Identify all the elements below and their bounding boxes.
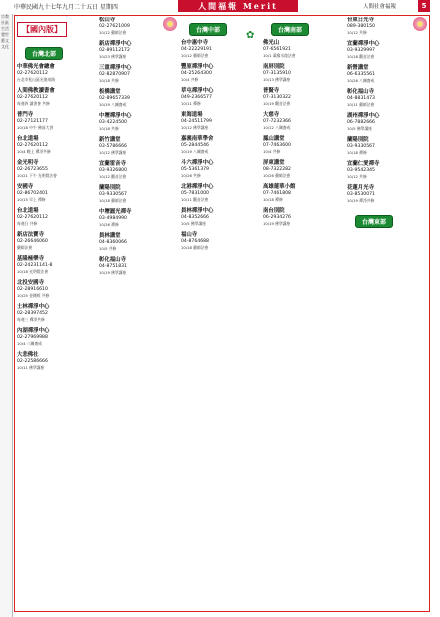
temple-name: 湖州禪淨中心 — [347, 113, 380, 119]
event-note: 10/21 下午 光明燈法會 — [17, 173, 57, 178]
temple-name: 斗六禪淨中心 — [181, 160, 214, 166]
temple-entry — [99, 209, 177, 227]
temple-name: 佛光山 — [263, 40, 280, 46]
temple-entry — [17, 208, 95, 226]
temple-entry — [263, 184, 343, 202]
temple-name: 新店禪淨中心 — [99, 41, 132, 47]
temple-entry — [181, 184, 259, 202]
temple-name: 嘉義南華學舍 — [181, 136, 214, 142]
temple-name: 員林講堂 — [99, 233, 121, 239]
temple-phone: 05-2844546 — [181, 143, 209, 148]
temple-phone: 06-2934276 — [263, 215, 291, 220]
temple-entry — [99, 41, 177, 59]
temple-name: 普門寺 — [17, 112, 34, 118]
temple-entry — [181, 232, 259, 250]
temple-phone: 03-9330567 — [347, 144, 375, 149]
strip-item: 宗教 — [1, 14, 9, 19]
temple-phone: 02-82870907 — [99, 72, 130, 77]
event-note: 10/13 佛學講座 — [263, 77, 291, 82]
event-note: 10/16 共修 — [99, 126, 119, 131]
temple-name: 南屏別院 — [263, 64, 285, 70]
temple-name: 福山寺 — [181, 232, 198, 238]
event-note: 10/18 觀音法會 — [347, 54, 375, 59]
temple-name: 中壢禪淨中心 — [99, 113, 132, 119]
temple-phone: 03-9330567 — [99, 192, 127, 197]
temple-name: 中華佛光會總會 — [17, 64, 55, 70]
temple-phone: 02-27620112 — [17, 143, 48, 148]
event-note: 10/18 藥師法會 — [181, 245, 209, 250]
temple-entry — [181, 88, 259, 106]
temple-phone: 04-8352666 — [181, 215, 209, 220]
temple-entry — [99, 233, 177, 251]
event-note: 10/19 佛學講座 — [99, 270, 127, 275]
temple-phone: 03-4224500 — [99, 120, 127, 125]
temple-name: 彰化福山寺 — [347, 89, 374, 95]
temple-entry — [99, 161, 177, 179]
temple-name: 新營講堂 — [347, 65, 369, 71]
temple-phone: 07-7463600 — [263, 143, 291, 148]
event-note: 10/12 藥師法會 — [181, 53, 209, 58]
temple-entry — [17, 304, 95, 322]
temple-phone: 07-7461808 — [263, 191, 291, 196]
event-note: 10/23 佛學講座 — [99, 54, 127, 59]
temple-entry — [263, 40, 343, 58]
strip-item: 生活 — [1, 26, 9, 31]
temple-entry — [17, 64, 95, 82]
event-note: 10/12 藥師法會 — [99, 30, 127, 35]
entry-list — [263, 40, 343, 226]
temple-name: 宜蘭雷音寺 — [99, 161, 126, 167]
temple-name: 新竹講堂 — [99, 137, 121, 143]
strip-item: 文化 — [1, 44, 9, 49]
temple-name: 南台別院 — [263, 208, 285, 214]
temple-name: 台北道場 — [17, 208, 39, 214]
event-note: 10/12 佛學講座 — [99, 150, 127, 155]
entry-list — [17, 64, 95, 370]
entry-list — [181, 40, 259, 250]
temple-entry — [263, 208, 343, 226]
event-note: 10/15 早上 禪修 — [17, 197, 46, 202]
column-4 — [263, 17, 343, 609]
temple-phone: 049-2366577 — [181, 95, 212, 100]
temple-entry — [17, 136, 95, 154]
temple-entry — [181, 136, 259, 154]
strip-item: 社區 — [1, 20, 9, 25]
temple-name: 基隆極樂寺 — [17, 256, 44, 262]
event-note: 10/1 萬緣水陸法會 — [263, 53, 296, 58]
temple-phone: 05-7831000 — [181, 191, 209, 196]
temple-phone: 07-6561921 — [263, 47, 291, 52]
event-note: 10/18 共修 — [99, 78, 119, 83]
temple-phone: 04-8360066 — [99, 240, 127, 245]
event-note: 每週三 禪淨共修 — [17, 317, 45, 322]
temple-phone: 03-5786666 — [99, 144, 127, 149]
temple-entry — [99, 113, 177, 131]
lotus-flower-icon — [413, 17, 427, 31]
temple-entry — [347, 161, 427, 179]
temple-name: 台東日光寺 — [347, 17, 374, 23]
temple-entry — [17, 112, 95, 130]
temple-name: 內湖禪淨中心 — [17, 328, 50, 334]
event-note: 台北市松山區光復南路 — [17, 77, 55, 82]
event-note: 10/25 金剛經 共修 — [17, 293, 50, 298]
region-badge-central: 台灣中部 — [189, 23, 227, 36]
temple-name: 鳳山講堂 — [263, 136, 285, 142]
event-note: 10/19 觀音法會 — [263, 101, 291, 106]
event-note: 10/18 中午 佛前大供 — [17, 125, 54, 130]
left-index-strip — [0, 14, 13, 617]
temple-name: 宜蘭禪淨中心 — [347, 41, 380, 47]
event-note: 10/4 共修 — [181, 77, 199, 82]
temple-entry — [17, 160, 95, 178]
event-note: 10/5 佛學講座 — [347, 126, 372, 131]
event-note: 10/26 共修 — [181, 173, 201, 178]
column-3 — [181, 17, 259, 609]
temple-phone: 02-89657339 — [99, 96, 130, 101]
event-note: 10/18 禪修 — [263, 197, 283, 202]
event-note: 10/18 藥師法會 — [99, 198, 127, 203]
temple-name: 屏東講堂 — [263, 160, 285, 166]
region-badge-east: 台灣東部 — [355, 215, 393, 228]
temple-phone: 02-27620112 — [17, 95, 48, 100]
temple-name: 中壢圓光禪寺 — [99, 209, 132, 215]
column-1 — [17, 17, 95, 609]
event-note: 每週日 共修 — [17, 221, 38, 226]
section-label: 人間社會福報 — [362, 4, 396, 10]
temple-name: 大悲佛社 — [17, 352, 39, 358]
temple-phone: 02-89112172 — [99, 48, 130, 53]
temple-entry — [99, 185, 177, 203]
event-note: 10/26 八關齋戒 — [347, 78, 375, 83]
temple-entry — [99, 89, 177, 107]
event-note: 10/12 共修 — [347, 174, 367, 179]
temple-entry — [181, 208, 259, 226]
temple-entry — [17, 184, 95, 202]
event-note: 10/11 藥師法會 — [347, 102, 375, 107]
temple-phone: 03-9326800 — [99, 168, 127, 173]
temple-phone: 02-27969988 — [17, 335, 48, 340]
temple-name: 北投安國寺 — [17, 280, 44, 286]
temple-name: 東海道場 — [181, 112, 203, 118]
event-note: 10/26 禪修 — [99, 222, 119, 227]
temple-entry — [17, 328, 95, 346]
event-note: 10/4 晚上 禪淨共修 — [17, 149, 51, 154]
event-note: 10/26 藥師法會 — [263, 173, 291, 178]
temple-entry — [99, 257, 177, 275]
event-note: 10/12 佛學講座 — [181, 125, 209, 130]
event-note: 10/12 觀音法會 — [99, 174, 127, 179]
temple-entry — [17, 256, 95, 274]
temple-phone: 03-4984990 — [99, 216, 127, 221]
temple-name: 台中惠中寺 — [181, 40, 208, 46]
temple-phone: 04-22229191 — [181, 47, 212, 52]
temple-entry — [17, 352, 95, 370]
temple-entry — [99, 137, 177, 155]
temple-name: 花蓮月光寺 — [347, 185, 374, 191]
temple-phone: 05-5361379 — [181, 167, 209, 172]
column-2 — [99, 17, 177, 609]
temple-phone: 02-27621009 — [99, 24, 130, 29]
temple-entry — [181, 160, 259, 178]
temple-phone: 08-7322282 — [263, 167, 291, 172]
region-badge-north: 台灣北部 — [25, 47, 63, 60]
domestic-tag: 【國內版】 — [17, 22, 67, 37]
temple-phone: 07-3135910 — [263, 71, 291, 76]
temple-name: 人間佛教讀書會 — [17, 88, 55, 94]
entry-list — [99, 17, 177, 275]
temple-phone: 02-28397452 — [17, 311, 48, 316]
temple-phone: 04-8764688 — [181, 239, 209, 244]
event-note: 10/5 佛學講座 — [181, 221, 206, 226]
temple-phone: 02-26646060 — [17, 239, 48, 244]
strip-item: 藝文 — [1, 38, 9, 43]
temple-phone: 02-27620112 — [17, 71, 48, 76]
event-note: 10/4 共修 — [263, 149, 281, 154]
temple-name: 草屯禪淨中心 — [181, 88, 214, 94]
temple-name: 金光明寺 — [17, 160, 39, 166]
event-note: 10/19 八關齋戒 — [181, 149, 209, 154]
event-note: 10/11 觀音法會 — [181, 197, 209, 202]
temple-entry — [263, 112, 343, 130]
temple-phone: 04-24511799 — [181, 119, 212, 124]
event-note: 10/19 八關齋戒 — [99, 102, 127, 107]
temple-phone: 02-26723655 — [17, 167, 48, 172]
temple-entry — [347, 113, 427, 131]
temple-entry — [347, 89, 427, 107]
column-5 — [347, 17, 427, 609]
temple-phone: 04-8831473 — [347, 96, 375, 101]
temple-name: 高雄蓮華小館 — [263, 184, 296, 190]
temple-phone: 06-7882666 — [347, 120, 375, 125]
temple-entry — [263, 64, 343, 82]
temple-entry — [17, 232, 95, 250]
temple-entry — [347, 41, 427, 59]
strip-item: 覺世 — [1, 32, 9, 37]
temple-name: 宜蘭仁愛禪寺 — [347, 161, 380, 167]
temple-entry — [99, 65, 177, 83]
temple-name: 蘭陽別院 — [347, 137, 369, 143]
temple-phone: 02-28916610 — [17, 287, 48, 292]
event-note: 10/12 共修 — [347, 30, 367, 35]
issue-date: 中華民國九十七年九月二十五日 星期四 — [14, 4, 118, 11]
event-note: 10/19 佛學講座 — [263, 221, 291, 226]
temple-phone: 02-22586666 — [17, 359, 48, 364]
temple-phone: 03-9329997 — [347, 48, 375, 53]
entry-list — [347, 17, 427, 203]
temple-entry — [181, 40, 259, 58]
temple-phone: 02-24231141-8 — [17, 263, 53, 268]
temple-name: 豐原禪淨中心 — [181, 64, 214, 70]
temple-name: 安國寺 — [17, 184, 34, 190]
temple-name: 松山寺 — [99, 17, 116, 23]
region-badge-south: 台灣南部 — [271, 23, 309, 36]
lotus-flower-icon — [163, 17, 177, 31]
temple-phone: 02-86702401 — [17, 191, 48, 196]
temple-entry — [17, 88, 95, 106]
temple-phone: 06-6335561 — [347, 72, 375, 77]
temple-name: 新店法寶寺 — [17, 232, 44, 238]
temple-entry — [347, 137, 427, 155]
temple-phone: 07-7232366 — [263, 119, 291, 124]
temple-name: 北港禪淨中心 — [181, 184, 214, 190]
temple-name: 士林禪淨中心 — [17, 304, 50, 310]
temple-name: 彰化福山寺 — [99, 257, 126, 263]
temple-phone: 02-27620112 — [17, 215, 48, 220]
temple-entry — [347, 65, 427, 83]
temple-entry — [181, 64, 259, 82]
temple-entry — [263, 136, 343, 154]
temple-name: 三重禪淨中心 — [99, 65, 132, 71]
event-note: 10/12 八關齋戒 — [263, 125, 291, 130]
event-note: 10/5 共修 — [99, 246, 117, 251]
page-number: 5 — [418, 0, 430, 12]
temple-entry — [17, 280, 95, 298]
temple-phone: 07-3130322 — [263, 95, 291, 100]
masthead: 人間福報 Merit Times — [178, 0, 298, 12]
temple-name: 板橋講堂 — [99, 89, 121, 95]
event-note: 每週四 讀書會 共修 — [17, 101, 50, 106]
event-note: 10/4 八關齋戒 — [17, 341, 42, 346]
temple-entry — [181, 112, 259, 130]
temple-entry — [263, 160, 343, 178]
temple-phone: 04-25264300 — [181, 71, 212, 76]
temple-entry — [347, 185, 427, 203]
temple-name: 台北道場 — [17, 136, 39, 142]
event-note: 10/19 禪淨共修 — [347, 198, 375, 203]
temple-entry — [263, 88, 343, 106]
event-note: 藥師法會 — [17, 245, 33, 250]
temple-name: 普賢寺 — [263, 88, 280, 94]
temple-name: 蘭陽別院 — [99, 185, 121, 191]
temple-phone: 02-27121177 — [17, 119, 48, 124]
temple-phone: 04-8751831 — [99, 264, 127, 269]
temple-phone: 089-380150 — [347, 24, 375, 29]
temple-phone: 03-9542345 — [347, 168, 375, 173]
temple-phone: 03-8530071 — [347, 192, 375, 197]
event-note: 10/18 光明燈法會 — [17, 269, 49, 274]
event-note: 10/18 禪修 — [347, 150, 367, 155]
lotus-icon: ✿ — [246, 30, 255, 41]
event-note: 10/11 禪修 — [181, 101, 201, 106]
temple-name: 員林禪淨中心 — [181, 208, 214, 214]
event-note: 10/11 佛學講座 — [17, 365, 45, 370]
temple-name: 大慈寺 — [263, 112, 280, 118]
